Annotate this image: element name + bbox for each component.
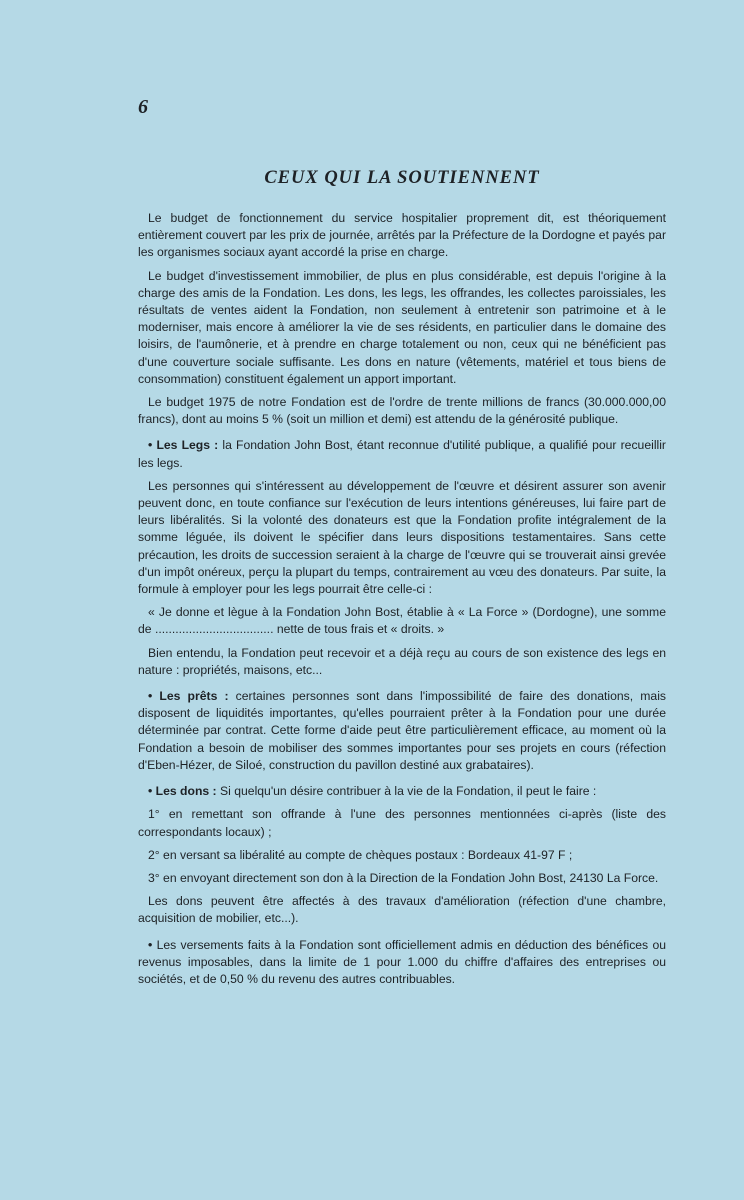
paragraph-dons-option-3: 3° en envoyant directement son don à la Direction de la Fondation John Bost, 24130 La Force.	[148, 870, 659, 885]
paragraph-dons-option-2: 2° en versant sa libéralité au compte de chèques postaux : Bordeaux 41-97 F ;	[148, 847, 573, 862]
paragraph-versements	[138, 937, 666, 989]
paragraph-prets	[138, 688, 666, 774]
paragraph-legs	[138, 437, 666, 471]
page-number: 6	[138, 96, 148, 118]
versements-text: Les versements faits à la Fondation sont officiellement admis en déduction des bénéfices ou revenus imposables, dans la limite de 1 pour 1.000 du chiffre d'affaires des entreprises ou sociétés, et de 0,50 % du revenu des autres contribuables.	[138, 937, 666, 986]
paragraph-dons	[138, 783, 666, 800]
bullet-icon: •	[148, 784, 153, 799]
paragraph-legs-nature: Bien entendu, la Fondation peut recevoir et a déjà reçu au cours de son existence des legs en nature : propriétés, maisons, etc...	[138, 645, 666, 677]
dons-text: Si quelqu'un désire contribuer à la vie de la Fondation, il peut le faire :	[216, 784, 597, 799]
page-title: CEUX QUI LA SOUTIENNENT	[264, 168, 540, 188]
paragraph-budget-1975: Le budget 1975 de notre Fondation est de l'ordre de trente millions de francs (30.000.000,00 francs), dont au moins 5 % (soit un million et demi) est attendu de la générosité publique.	[138, 395, 666, 427]
paragraph-dons-option-1: 1° en remettant son offrande à l'une des personnes mentionnées ci-après (liste des correspondants locaux) ;	[138, 807, 666, 839]
legs-text: la Fondation John Bost, étant reconnue d'utilité publique, a qualifié pour recueillir les legs.	[138, 438, 666, 470]
legs-heading: Les Legs :	[156, 438, 219, 453]
prets-text: certaines personnes sont dans l'impossibilité de faire des donations, mais disposent de liquidités importantes, qu'elles pourraient prêter à la Fondation pour une durée déterminée par contrat. Cette forme d'aide peut être particulièrement efficace, au moment où la Fondation a besoin de mobiliser des sommes importantes pour ses projets en cours (réfection d'Eben-Hézer, de Siloé, construction du pavillon destiné aux grabataires).	[138, 689, 666, 772]
paragraph-legs-details: Les personnes qui s'intéressent au développement de l'œuvre et désirent assurer son avenir peuvent donc, en toute confiance sur l'exécution de leurs intentions généreuses, lui faire part de leurs libéralités. Si la volonté des donateurs est que la Fondation profite intégralement de la somme léguée, ils doivent le spécifier dans leurs dispositions testamentaires. Sans cette précaution, les droits de succession seraient à la charge de l'œuvre qui se trouverait ainsi grevée d'un impôt onéreux, perçu la plupart du temps, contrairement au vœu des donateurs. Par suite, la formule à employer pour les legs pourrait être celle-ci :	[138, 478, 666, 597]
paragraph-budget-fonctionnement: Le budget de fonctionnement du service hospitalier proprement dit, est théoriquement entièrement couvert par les prix de journée, arrêtés par la Préfecture de la Dordogne et payés par les organismes sociaux ayant accordé la prise en charge.	[138, 211, 666, 260]
paragraph-budget-investissement: Le budget d'investissement immobilier, de plus en plus considérable, est depuis l'origine à la charge des amis de la Fondation. Les dons, les legs, les offrandes, les collectes paroissiales, les résultats de ventes aident la Fondation, non seulement à entretenir son patrimoine et à le moderniser, mais encore à améliorer la vie de ses résidents, en particulier dans le domaine des loisirs, de l'aumônerie, et à prendre en charge totalement ou non, ceux qui ne bénéficient pas d'une couverture sociale suffisante. Les dons en nature (vêtements, matériel et tous biens de consommation) constituent également un apport important.	[138, 268, 666, 386]
bullet-icon: •	[148, 937, 153, 952]
bullet-icon: •	[148, 689, 153, 704]
bullet-icon: •	[148, 438, 153, 453]
article-body	[138, 210, 666, 994]
dons-heading: Les dons :	[155, 784, 217, 799]
prets-heading: Les prêts :	[159, 689, 229, 704]
paragraph-dons-affectation: Les dons peuvent être affectés à des travaux d'amélioration (réfection d'une chambre, acquisition de mobilier, etc...).	[138, 894, 666, 926]
paragraph-legs-formule: « Je donne et lègue à la Fondation John Bost, établie à « La Force » (Dordogne), une somme de ................................... nette de tous frais et « droits. »	[138, 605, 666, 637]
